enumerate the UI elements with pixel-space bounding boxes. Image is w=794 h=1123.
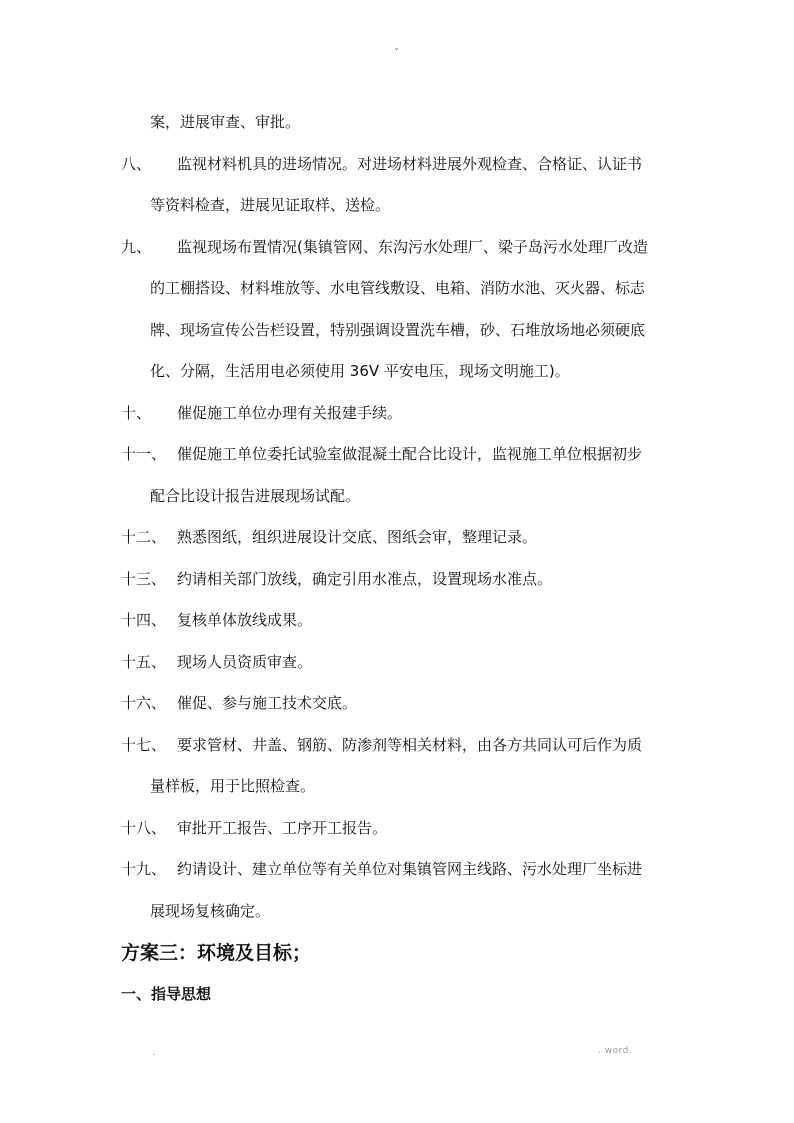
- list-item: [121, 642, 677, 684]
- item-number: 十三、: [121, 569, 167, 588]
- item-number: 十一、: [121, 445, 167, 463]
- list-item: [121, 227, 677, 269]
- item-number: 十二、: [121, 528, 167, 546]
- item-text: 约请设计、建立单位等有关单位对集镇管网主线路、污水处理厂坐标进: [177, 860, 643, 878]
- item-number: 十六、: [121, 694, 167, 712]
- list-item: [121, 849, 677, 891]
- continuation-line: 牌、现场宣传公告栏设置，特别强调设置洗车槽，砂、石堆放场地必须硬底: [150, 320, 646, 339]
- continuation-line: 的工棚搭设、材料堆放等、水电管线敷设、电箱、消防水池、灭火器、标志: [150, 279, 646, 297]
- list-item: [121, 393, 677, 435]
- continuation-line: 等资料检查，进展见证取样、送检。: [150, 196, 391, 214]
- footer-left-mark: .: [153, 1048, 156, 1057]
- section-heading: 方案三：环境及目标；: [121, 942, 312, 964]
- item-text: 催促施工单位委托试验室做混凝土配合比设计，监视施工单位根据初步: [177, 445, 643, 463]
- item-number: 十四、: [121, 611, 167, 629]
- footer-right-mark: . word.: [598, 1046, 633, 1056]
- item-text: 要求管材、井盖、钢筋、防渗剂等相关材料，由各方共同认可后作为质: [177, 735, 643, 754]
- item-number: 十、: [121, 403, 152, 422]
- item-text: 熟悉图纸，组织进展设计交底、图纸会审，整理记录。: [177, 528, 538, 546]
- list-item: [121, 517, 677, 559]
- item-number: 八、: [121, 154, 152, 173]
- continuation-line: 配合比设计报告进展现场试配。: [150, 486, 361, 505]
- list-item: [121, 559, 677, 601]
- item-text: 监视材料机具的进场情况。对进场材料进展外观检查、合格证、认证书: [177, 154, 643, 173]
- item-text: 催促施工单位办理有关报建手续。: [177, 403, 403, 422]
- item-text: 复核单体放线成果。: [177, 611, 313, 629]
- continuation-line: 展现场复核确定。: [150, 901, 271, 920]
- document-body: [121, 102, 677, 1014]
- continuation-line: 化、分隔，生活用电必须使用 36V 平安电压，现场文明施工)。: [150, 362, 570, 380]
- item-number: 十七、: [121, 735, 167, 754]
- item-number: 十九、: [121, 860, 167, 878]
- item-number: 十八、: [121, 818, 167, 837]
- item-text: 约请相关部门放线，确定引用水准点，设置现场水准点。: [177, 569, 553, 588]
- list-item: [121, 434, 677, 476]
- item-text: 监视现场布置情况(集镇管网、东沟污水处理厂、梁子岛污水处理厂改造: [177, 237, 648, 256]
- item-text: 催促、参与施工技术交底。: [177, 694, 358, 712]
- item-number: 十五、: [121, 652, 167, 671]
- item-number: 九、: [121, 237, 152, 256]
- header-mark: ˇ: [394, 48, 399, 59]
- continuation-line: 案，进展审查、审批。: [150, 113, 301, 131]
- list-item: [121, 600, 677, 642]
- continuation-line: 量样板，用于比照检查。: [150, 777, 316, 795]
- list-item: [121, 144, 677, 186]
- list-item: [121, 683, 677, 725]
- item-text: 现场人员资质审查。: [177, 652, 313, 671]
- item-text: 审批开工报告、工序开工报告。: [177, 818, 388, 837]
- subsection-heading: 一、指导思想: [121, 985, 212, 1003]
- list-item: [121, 808, 677, 850]
- list-item: [121, 725, 677, 767]
